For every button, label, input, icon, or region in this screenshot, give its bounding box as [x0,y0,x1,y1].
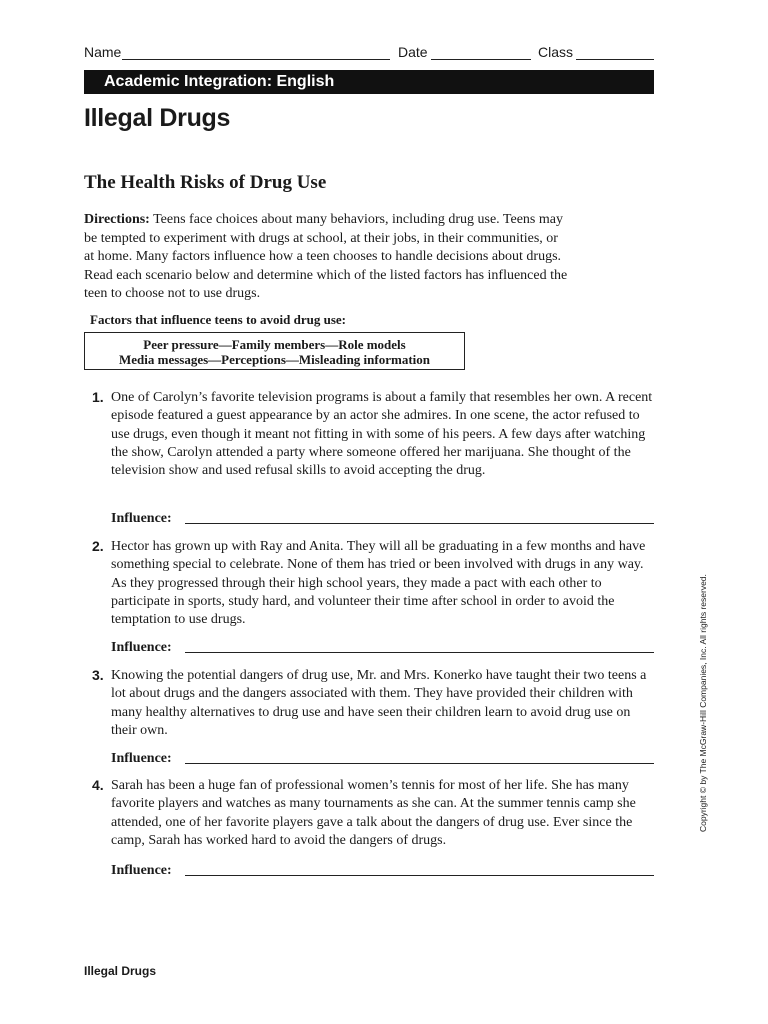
section-banner: Academic Integration: English [84,70,654,94]
class-label: Class [538,44,574,60]
scenario-text: One of Carolyn’s favorite television programs is about a family that resembles her own. A recent episode featured a guest appearance by an actor she admires. In one scene, the actor refused to use drugs, even though it meant not fitting in with some of his peers. A few days after watching the show, Carolyn attended a party where someone offered her marijuana. She thought of the television show and used refusal skills to avoid accepting the drug. [111,390,653,479]
directions-label: Directions: [84,212,150,227]
name-label: Name [84,44,122,60]
scenario-number: 3. [92,667,104,683]
influence-field-4[interactable] [111,863,654,881]
influence-label: Influence: [111,511,172,526]
date-label: Date [398,44,428,60]
influence-field-2[interactable] [111,640,654,658]
influence-field-3[interactable] [111,751,654,769]
influence-field-1[interactable] [111,511,654,529]
scenario-number: 2. [92,538,104,554]
scenario-text: Hector has grown up with Ray and Anita. They will all be graduating in a few months and have something special to celebrate. None of them has tried or been involved with drugs in any way. As they progressed through their high school years, they made a pact with each other to participate in sports, study hard, and volunteer their time after school in order to avoid the temptation to use drugs. [111,539,646,628]
date-line[interactable] [431,59,531,60]
page-footer: Illegal Drugs [84,964,157,978]
scenario-number: 4. [92,777,104,793]
factors-line-1: Peer pressure—Family members—Role models [143,337,406,352]
directions-text: Teens face choices about many behaviors, including drug use. Teens may be tempted to experiment with drugs at school, at their jobs, in their communities, or at home. Many factors influence how a teen chooses to handle decisions about drugs. Read each scenario below and determine which of the listed factors has influenced the teen to choose not to use drugs. [84,212,568,302]
name-line[interactable] [122,59,390,60]
student-info-header [84,44,654,64]
directions-paragraph [84,211,569,304]
section-title: The Health Risks of Drug Use [84,172,327,193]
scenario-text: Knowing the potential dangers of drug use, Mr. and Mrs. Konerko have taught their two teens a lot about drugs and the dangers associated with them. They have provided their children with many healthy alternatives to drug use and have seen their children learn to avoid drug use on their own. [111,668,647,738]
date-field[interactable] [398,44,428,60]
scenario-number: 1. [92,389,104,405]
influence-label: Influence: [111,751,172,766]
influence-label: Influence: [111,640,172,655]
factors-box [84,332,465,370]
influence-answer-line[interactable] [185,652,654,653]
influence-label: Influence: [111,863,172,878]
name-field[interactable] [84,44,121,60]
influence-answer-line[interactable] [185,875,654,876]
scenario-text: Sarah has been a huge fan of professional women’s tennis for most of her life. She has many favorite players and watches as many tournaments as she can. At the summer tennis camp she attended, one of her favorite players gave a talk about the dangers of drug use. Ever since the camp, Sarah has worked hard to avoid the dangers of drugs. [111,778,636,848]
influence-answer-line[interactable] [185,523,654,524]
factors-line-2: Media messages—Perceptions—Misleading information [118,352,430,367]
copyright-notice: Copyright © by The McGraw-Hill Companies, Inc. All rights reserved. [698,574,708,832]
factors-heading: Factors that influence teens to avoid drug use: [90,312,347,327]
influence-answer-line[interactable] [185,763,654,764]
class-field[interactable] [538,44,573,60]
lesson-title: Illegal Drugs [84,104,231,132]
class-line[interactable] [576,59,654,60]
